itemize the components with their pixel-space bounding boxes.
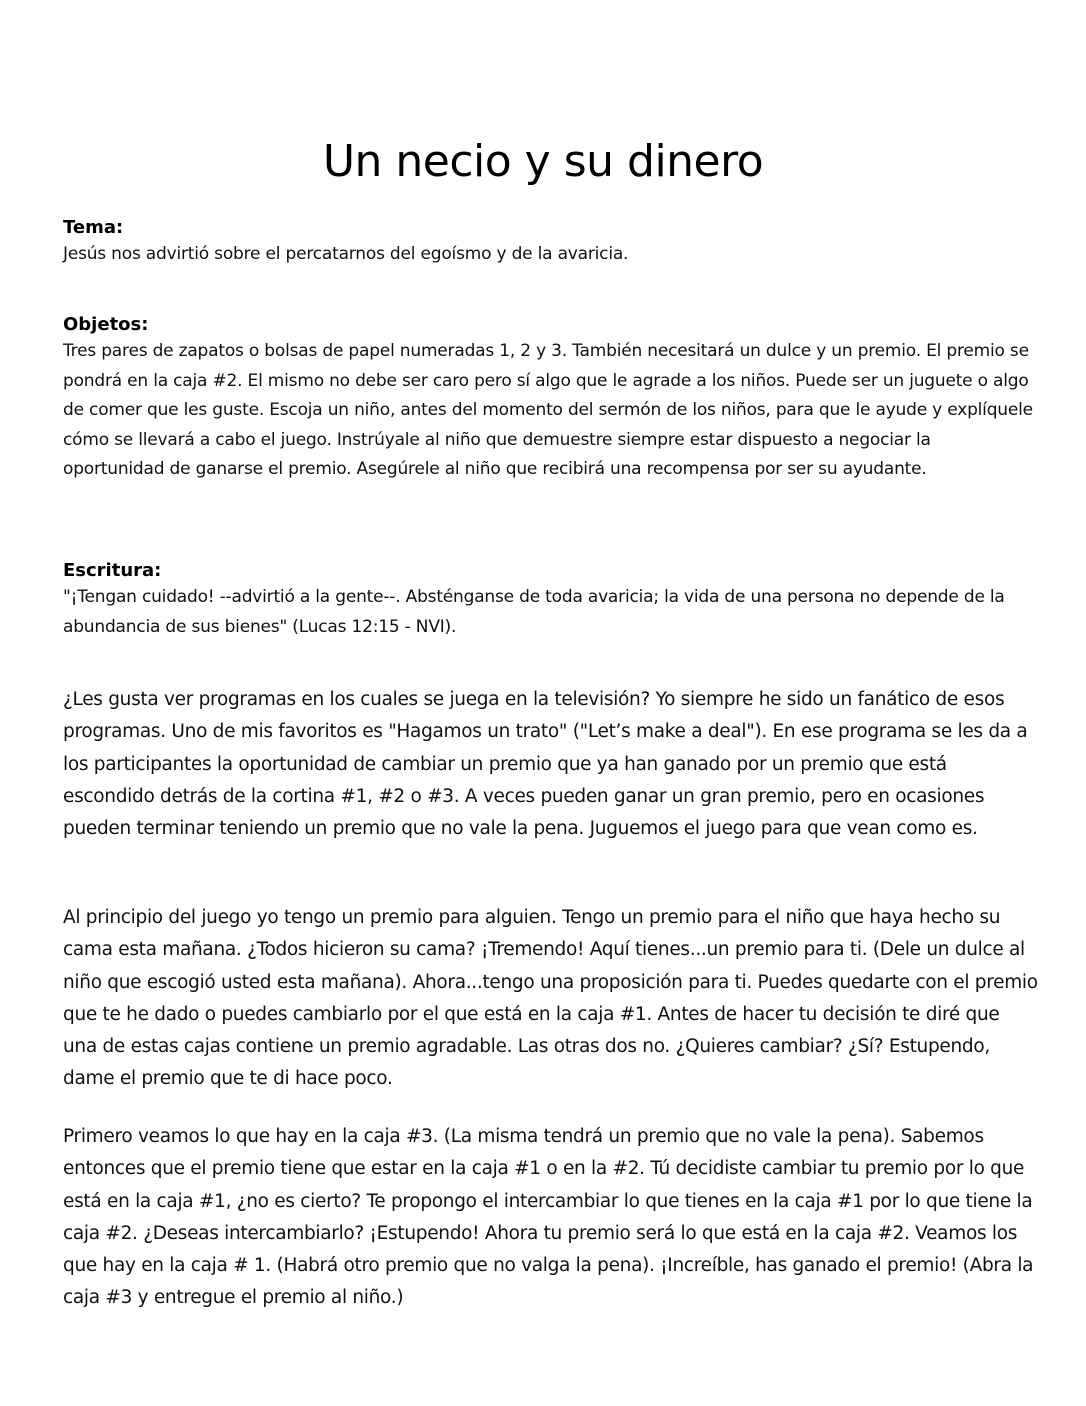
body-paragraph: Al principio del juego yo tengo un premio para alguien. Tengo un premio para el niño que haya hecho su cama esta mañana. ¿Todos hicieron su cama? ¡Tremendo! Aquí tienes...un premio para ti. (Dele un dulce al niño que escogió usted esta mañana). Ahora...tengo una proposición para ti. Puedes quedarte con el premio que te he dado o puedes cambiarlo por el que está en la caja #1. Antes de hacer tu decisión te diré que una de estas cajas contiene un premio agradable. Las otras dos no. ¿Quieres cambiar? ¿Sí? Estupendo, dame el premio que te di hace poco. <box>63 907 1038 1090</box>
section-text-escritura: "¡Tengan cuidado! --advirtió a la gente--. Absténganse de toda avaricia; la vida de una persona no depende de la abundancia de sus bienes" (Lucas 12:15 - NVI). <box>63 587 1005 637</box>
section-label-objetos: Objetos: <box>63 314 149 335</box>
section-tema <box>63 216 1033 270</box>
body-paragraph: ¿Les gusta ver programas en los cuales se juega en la televisión? Yo siempre he sido un fanático de esos programas. Uno de mis favoritos es "Hagamos un trato" ("Let’s make a deal"). En ese programa se les da a los participantes la oportunidad de cambiar un premio que ya han ganado por un premio que está escondido detrás de la cortina #1, #2 o #3. A veces pueden ganar un gran premio, pero en ocasiones pueden terminar teniendo un premio que no vale la pena. Juguemos el juego para que vean como es. <box>63 689 1028 840</box>
section-label-tema: Tema: <box>63 217 124 238</box>
section-label-escritura: Escritura: <box>63 560 162 581</box>
section-text-objetos: Tres pares de zapatos o bolsas de papel numeradas 1, 2 y 3. También necesitará un dulce y un premio. El premio se pondrá en la caja #2. El mismo no debe ser caro pero sí algo que le agrade a los niños. Puede ser un juguete o algo de comer que les guste. Escoja un niño, antes del momento del sermón de los niños, para que le ayude y explíquele cómo se llevará a cabo el juego. Instrúyale al niño que demuestre siempre estar dispuesto a negociar la oportunidad de ganarse el premio. Asegúrele al niño que recibirá una recompensa por ser su ayudante. <box>63 341 1033 480</box>
page-title: Un necio y su dinero <box>322 136 764 187</box>
section-text-tema: Jesús nos advirtió sobre el percatarnos del egoísmo y de la avaricia. <box>63 244 629 264</box>
section-objetos <box>63 313 1033 485</box>
body-paragraph: Primero veamos lo que hay en la caja #3. (La misma tendrá un premio que no vale la pena). Sabemos entonces que el premio tiene que estar en la caja #1 o en la #2. Tú decidiste cambiar tu premio por lo que está en la caja #1, ¿no es cierto? Te propongo el intercambiar lo que tienes en la caja #1 por lo que tiene la caja #2. ¿Deseas intercambiarlo? ¡Estupendo! Ahora tu premio será lo que está en la caja #2. Veamos los que hay en la caja # 1. (Habrá otro premio que no valga la pena). ¡Increíble, has ganado el premio! (Abra la caja #3 y entregue el premio al niño.) <box>63 1126 1034 1309</box>
section-escritura <box>63 559 1033 642</box>
